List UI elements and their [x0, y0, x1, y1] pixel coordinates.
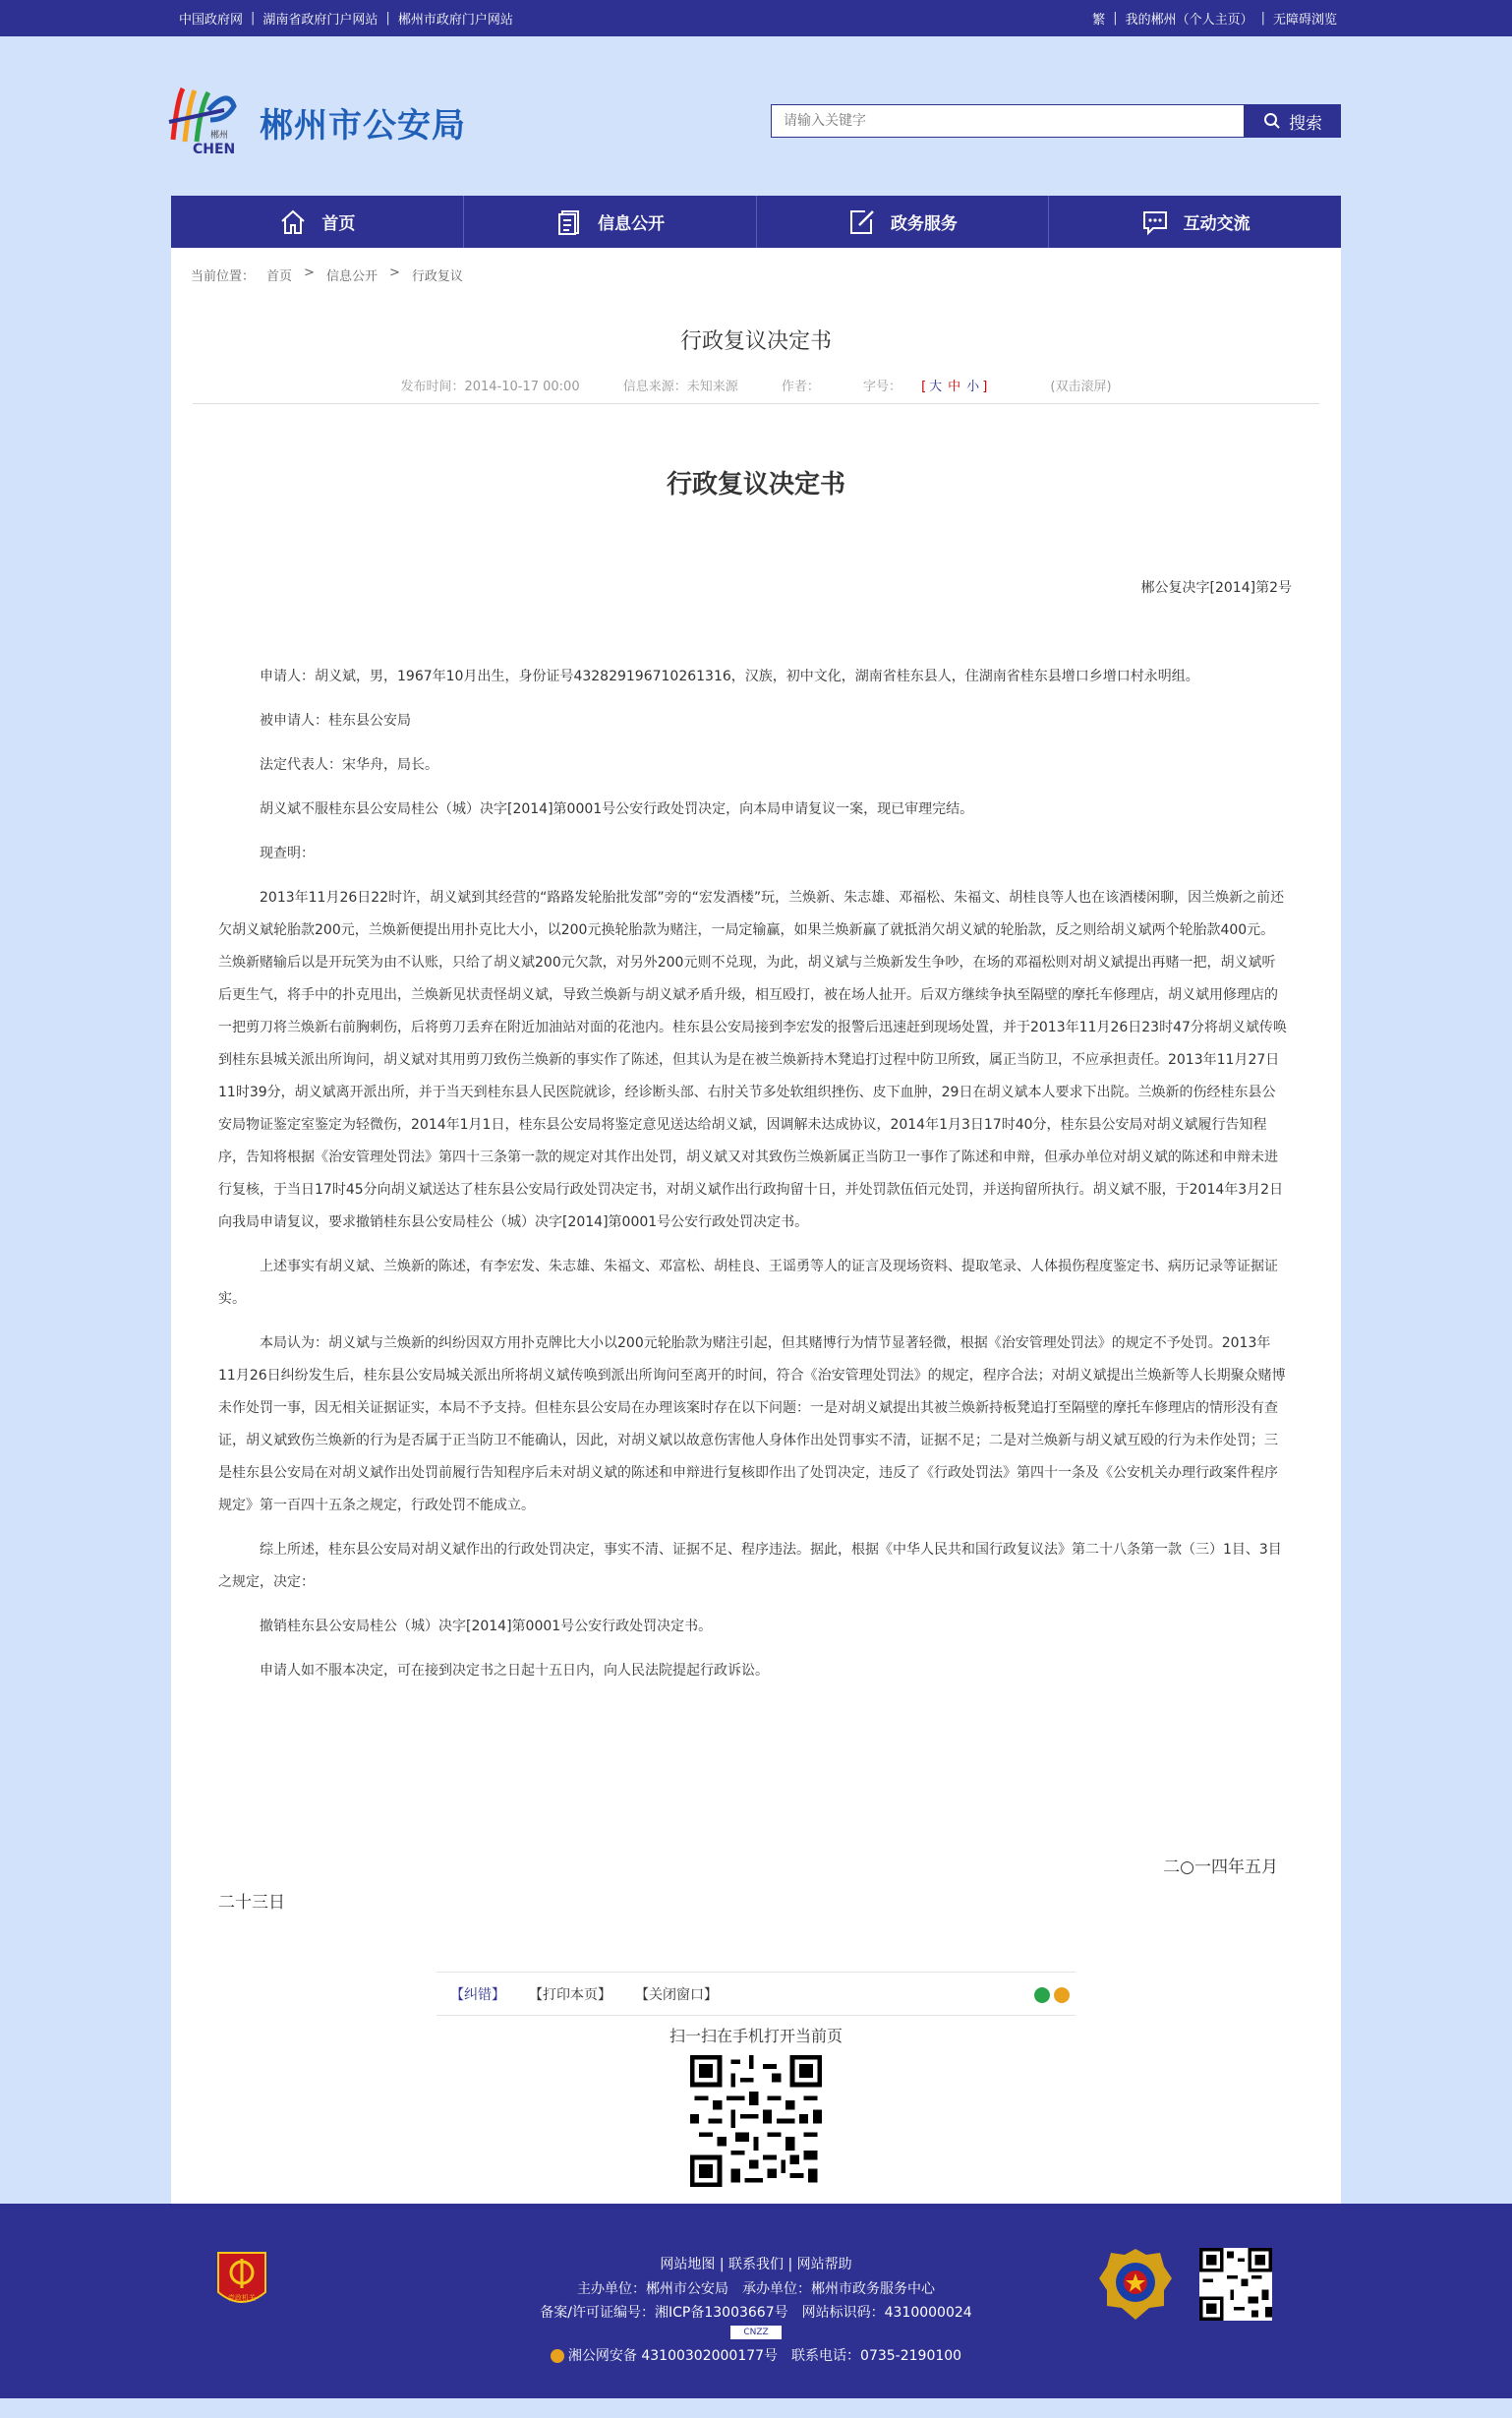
- top-links-right: 繁 | 我的郴州（个人主页） | 无障碍浏览: [1092, 11, 1337, 28]
- page-title: 行政复议决定书: [679, 329, 832, 354]
- footer-qr-code-icon: [1199, 2248, 1272, 2321]
- site-logo[interactable]: [165, 81, 480, 159]
- paragraph: 2013年11月26日22时许，胡义斌到其经营的“路路发轮胎批发部”旁的“宏发酒楼”玩，兰焕新、朱志雄、邓福松、朱福文、胡桂良等人也在该酒楼闲聊，因兰焕新之前还欠胡义斌轮胎款200元，兰焕新便提出用扑克比大小，以200元换轮胎款为赌注，一局定输赢，如果兰焕新赢了就抵消欠胡义斌的轮胎款，反之则给胡义斌两个轮胎款400元。兰焕新赌输后以是开玩笑为由不认账，只给了胡义斌200元欠款，对另外200元则不兑现，为此，胡义斌与兰焕新发生争吵，在场的邓福松则对胡义斌提出再赌一把，胡义斌听后更生气，将手中的扑克甩出，兰焕新见状责怪胡义斌，导致兰焕新与胡义斌矛盾升级，相互殴打，被在场人扯开。后双方继续争执至隔壁的摩托车修理店，胡义斌用修理店的一把剪刀将兰焕新右前胸刺伤，后将剪刀丢弃在附近加油站对面的花池内。桂东县公安局接到李宏发的报警后迅速赶到现场处置，并于2013年11月26日23时47分将胡义斌传唤到桂东县城关派出所询问，胡义斌对其用剪刀致伤兰焕新的事实作了陈述，但其认为是在被兰焕新持木凳追打过程中防卫所致，属正当防卫，不应承担责任。2013年11月27日11时39分，胡义斌离开派出所，并于当天到桂东县人民医院就诊，经诊断头部、右肘关节多处软组织挫伤、皮下血肿，29日在胡义斌本人要求下出院。兰焕新的伤经桂东县公安局物证鉴定室鉴定为轻微伤，2014年1月1日，桂东县公安局将鉴定意见送达给胡义斌，因调解未达成协议，2014年1月3日17时40分，桂东县公安局对胡义斌履行告知程序，告知将根据《治安管理处罚法》第四十三条第一款的规定对其作出处罚，胡义斌又对其致伤兰焕新属正当防卫一事作了陈述和申辩，但承办单位对胡义斌的陈述和申辩未进行复核，于当日17时45分向胡义斌送达了桂东县公安局行政处罚决定书，对胡义斌作出行政拘留十日，并处罚款伍佰元处罚，并送拘留所执行。胡义斌不服，于2014年3月2日向我局申请复议，要求撤销桂东县公安局桂公（城）决字[2014]第0001号公安行政处罚决定书。: [218, 890, 1287, 1230]
- document-icon: [554, 207, 584, 237]
- article-body: [218, 661, 1288, 1699]
- paragraph: 本局认为：胡义斌与兰焕新的纠纷因双方用扑克牌比大小以200元轮胎款为赌注引起，但其赌博行为情节显著轻微，根据《治安管理处罚法》的规定不予处罚。2013年11月26日纠纷发生后，桂东县公安局城关派出所将胡义斌传唤到派出所询问至离开的时间，符合《治安管理处罚法》的规定，程序合法；对胡义斌提出兰焕新等人长期聚众赌博未作处罚一事，因无相关证据证实，本局不予支持。但桂东县公安局在办理该案时存在以下问题：一是对胡义斌提出其被兰焕新持板凳追打至隔壁的摩托车修理店的情形没有查证，胡义斌致伤兰焕新的行为是否属于正当防卫不能确认，因此，对胡义斌以故意伤害他人身体作出处罚事实不清，证据不足；二是对兰焕新与胡义斌互殴的行为未作处罚；三是桂东县公安局在对胡义斌作出处罚前履行告知程序后未对胡义斌的陈述和申辩进行复核即作出了处罚决定，违反了《行政处罚法》第四十一条及《公安机关办理行政案件程序规定》第一百四十五条之规定，行政处罚不能成立。: [218, 1335, 1286, 1513]
- search-bar: [771, 104, 1341, 138]
- footer-links[interactable]: 网站地图 | 联系我们 | 网站帮助: [660, 2257, 852, 2272]
- author: 作者：: [781, 380, 820, 394]
- footer-icp: 备案/许可证编号：湘ICP备13003667号 网站标识码：4310000024: [540, 2305, 972, 2321]
- font-mid-button[interactable]: 中: [948, 380, 961, 394]
- nav-label: 互动交流: [1183, 214, 1250, 234]
- date-day: 二十三日: [218, 1893, 285, 1913]
- paragraph: 申请人如不服本决定，可在接到决定书之日起十五日内，向人民法院提起行政诉讼。: [260, 1663, 769, 1679]
- paragraph: 撤销桂东县公安局桂公（城）决字[2014]第0001号公安行政处罚决定书。: [260, 1619, 713, 1634]
- breadcrumb-separator: >: [304, 265, 315, 280]
- search-input[interactable]: [771, 104, 1245, 138]
- breadcrumb-info[interactable]: 信息公开: [325, 269, 378, 284]
- document-number: 郴公复决字[2014]第2号: [1140, 580, 1292, 596]
- chenzhou-logo-icon: [165, 81, 244, 159]
- print-button[interactable]: 【打印本页】: [529, 1986, 611, 2003]
- main-nav: [171, 196, 1341, 248]
- weibo-icon[interactable]: [1054, 1987, 1070, 2003]
- link-hunan-gov[interactable]: 湖南省政府门户网站: [262, 13, 378, 28]
- article-meta: [171, 376, 1341, 394]
- paragraph: 胡义斌不服桂东县公安局桂公（城）决字[2014]第0001号公安行政处罚决定，向本局申请复议一案，现已审理完结。: [260, 801, 974, 817]
- publish-time: 发布时间：2014-10-17 00:00: [400, 380, 580, 394]
- paragraph: 现查明：: [260, 846, 315, 861]
- site-name: 郴州市公安局: [260, 106, 466, 146]
- paragraph: 申请人：胡义斌，男，1967年10月出生，身份证号432829196710261316，汉族，初中文化，湖南省桂东县人，住湖南省桂东县增口乡增口村永明组。: [260, 669, 1199, 684]
- home-icon: [278, 207, 308, 237]
- chat-icon: [1140, 207, 1170, 237]
- nav-item-home[interactable]: [171, 196, 464, 248]
- breadcrumb-prefix: 当前位置：: [191, 269, 256, 284]
- top-links-left: 中国政府网 | 湖南省政府门户网站 | 郴州市政府门户网站: [179, 11, 513, 28]
- close-window-button[interactable]: 【关闭窗口】: [635, 1986, 718, 2003]
- svg-text:CHEN: CHEN: [193, 142, 236, 157]
- search-button[interactable]: [1245, 104, 1341, 138]
- scan-hint: 扫一扫在手机打开当前页: [669, 2027, 843, 2045]
- link-my-chenzhou[interactable]: 我的郴州（个人主页）: [1125, 13, 1253, 28]
- footer-sponsor: 主办单位：郴州市公安局 承办单位：郴州市政务服务中心: [577, 2281, 935, 2297]
- edit-icon: [847, 207, 877, 237]
- nav-item-info[interactable]: [464, 196, 757, 248]
- date-year-month: 二○一四年五月: [1163, 1858, 1278, 1877]
- top-bar: [0, 0, 1512, 36]
- font-size-control: 字号： [ 大 中 小 ]: [863, 380, 988, 394]
- link-accessibility[interactable]: 无障碍浏览: [1272, 13, 1337, 28]
- paragraph: 上述事实有胡义斌、兰焕新的陈述，有李宏发、朱志雄、朱福文、邓富松、胡桂良、王谣勇等人的证言及现场资料、提取笔录、人体损伤程度鉴定书、病历记录等证据证实。: [218, 1259, 1278, 1307]
- font-big-button[interactable]: 大: [929, 380, 943, 394]
- svg-text:郴州: 郴州: [210, 131, 229, 141]
- dblclick-scroll: (双击滚屏): [1050, 380, 1112, 394]
- nav-item-service[interactable]: [757, 196, 1050, 248]
- search-button-label: 搜索: [1289, 113, 1322, 134]
- breadcrumb: [191, 265, 463, 284]
- paragraph: 法定代表人：宋华舟，局长。: [260, 757, 438, 773]
- correct-button[interactable]: 【纠错】: [450, 1986, 505, 2003]
- document-heading: 行政复议决定书: [666, 470, 845, 500]
- nav-label: 首页: [321, 214, 356, 234]
- divider: [193, 403, 1319, 404]
- breadcrumb-home[interactable]: 首页: [266, 269, 293, 284]
- cnzz-badge[interactable]: CNZZ: [730, 2326, 782, 2339]
- article-tools: [436, 1972, 1076, 2016]
- qr-code-icon: [690, 2055, 822, 2187]
- footer-cnzz: [0, 2325, 1512, 2340]
- nav-label: 政务服务: [890, 214, 958, 234]
- breadcrumb-separator: >: [388, 265, 400, 280]
- nav-item-interact[interactable]: [1049, 196, 1341, 248]
- footer-police-record: 湘公网安备 43100302000177号 联系电话：0735-2190100: [0, 2345, 1512, 2365]
- svg-text:党政机关: 党政机关: [228, 2294, 256, 2302]
- nav-label: 信息公开: [598, 214, 666, 234]
- police-record-icon: [551, 2349, 564, 2363]
- footer: [0, 2204, 1512, 2398]
- info-source: 信息来源：未知来源: [622, 380, 738, 394]
- breadcrumb-review[interactable]: 行政复议: [411, 269, 463, 284]
- paragraph: 被申请人：桂东县公安局: [260, 713, 411, 729]
- wechat-icon[interactable]: [1034, 1987, 1050, 2003]
- share-buttons: [1034, 1987, 1070, 2003]
- content-panel: [171, 248, 1341, 2214]
- font-small-button[interactable]: 小: [966, 380, 980, 394]
- link-traditional[interactable]: 繁: [1092, 13, 1106, 28]
- link-chenzhou-gov[interactable]: 郴州市政府门户网站: [397, 13, 513, 28]
- paragraph: 综上所述，桂东县公安局对胡义斌作出的行政处罚决定，事实不清、证据不足、程序违法。据此，根据《中华人民共和国行政复议法》第二十八条第一款（三）1目、3目之规定，决定：: [218, 1542, 1282, 1590]
- police-emblem-icon: [1095, 2245, 1176, 2326]
- search-icon: [1263, 112, 1281, 130]
- link-china-gov[interactable]: 中国政府网: [179, 13, 244, 28]
